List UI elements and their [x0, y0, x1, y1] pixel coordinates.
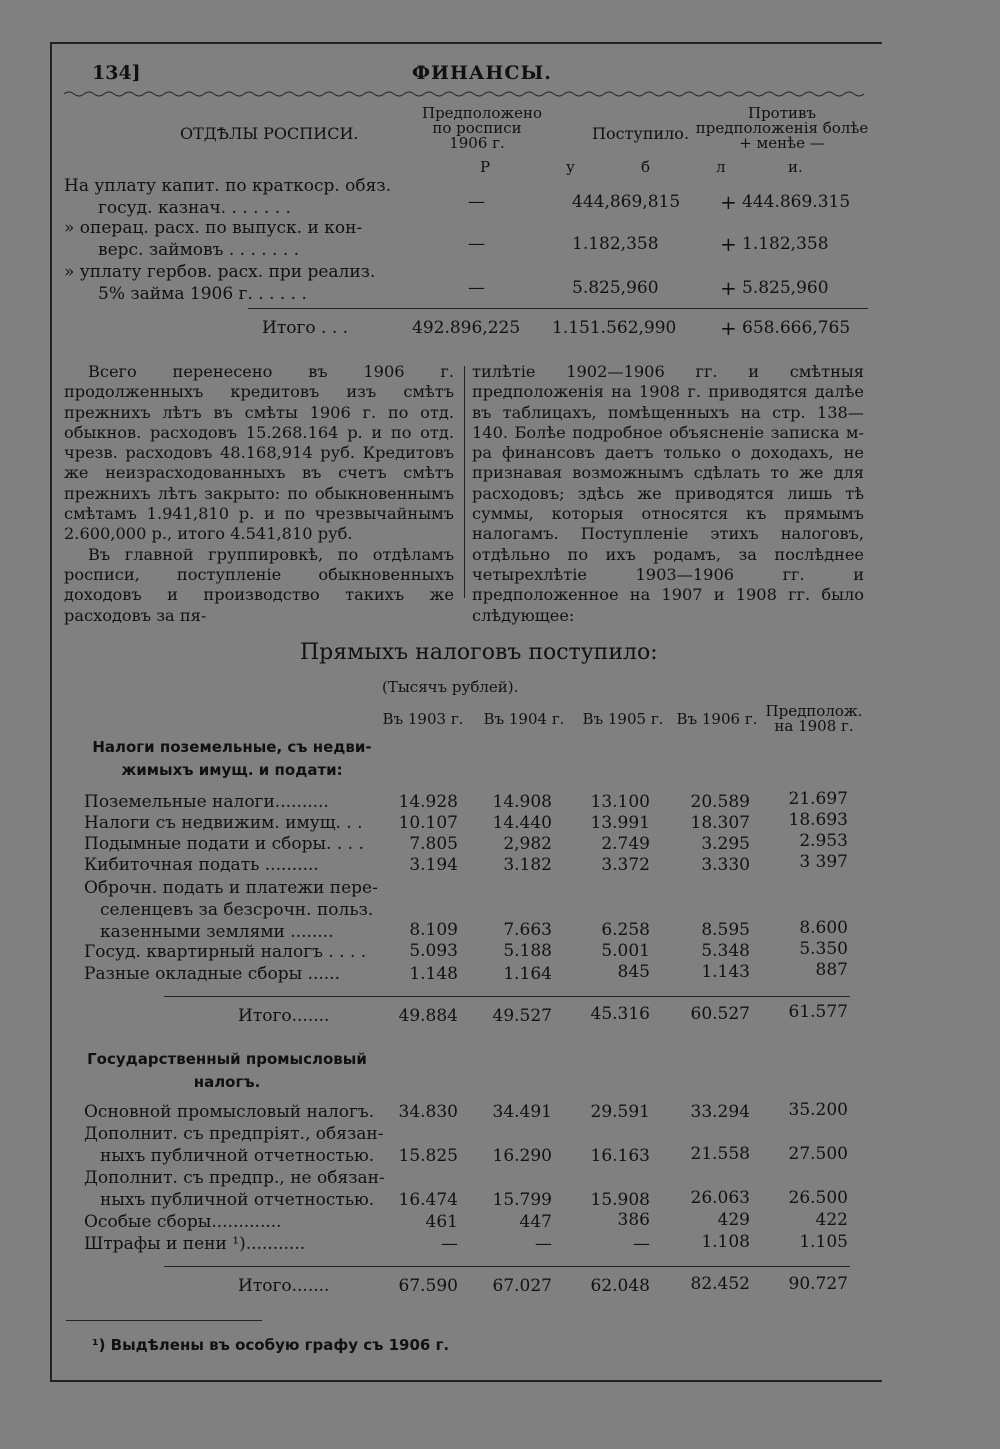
table2-row-label: Особые сборы.............	[84, 1212, 282, 1232]
table2-cell: 7.805	[409, 834, 458, 854]
table1-cell: 444,869,815	[572, 192, 681, 212]
table2-cell: 429	[717, 1210, 750, 1230]
table2-cell: 1.143	[701, 962, 750, 982]
book-page	[50, 42, 882, 1382]
table2-row-label: ныхъ публичной отчетностью.	[100, 1146, 375, 1166]
table2-cell: 3.330	[701, 855, 750, 875]
table2-cell: 7.663	[503, 920, 552, 940]
table1-row-label: » уплату гербов. расх. при реализ.	[64, 262, 376, 282]
table2-section-title: Налоги поземельные, съ недви- жимыхъ имущ. и подати:	[92, 738, 372, 779]
paragraph: Въ главной группировкѣ, по отдѣламъ росписи, поступленіе обыкновенныхъ доходовъ и производство такихъ же расходовъ за пя-	[64, 544, 454, 625]
text-column-left	[64, 362, 454, 626]
table2-col-header: Предполож. на 1908 г.	[765, 702, 863, 735]
table2-row-label: селенцевъ за безсрочн. польз.	[100, 900, 374, 920]
table2-row-label: Кибиточная подать ..........	[84, 855, 319, 875]
table2-total-cell: 67.027	[492, 1276, 552, 1296]
table2-cell: 13.100	[590, 792, 650, 812]
table2-cell: 3 397	[799, 852, 848, 872]
table2-cell: 15.908	[590, 1190, 650, 1210]
table2-cell: 14.440	[492, 813, 552, 833]
table2-subtitle: (Тысячъ рублей).	[382, 678, 519, 696]
table2-col-header: Въ 1905 г.	[582, 710, 664, 728]
table1-cell: —	[468, 234, 485, 254]
table2-row-label: казенными землями ........	[100, 922, 334, 942]
table1-cell: 444.869.315	[742, 192, 851, 212]
table2-cell: 5.188	[503, 941, 552, 961]
table2-col-header: Въ 1903 г.	[382, 710, 464, 728]
table2-cell: 845	[617, 962, 650, 982]
table2-cell: 6.258	[601, 920, 650, 940]
table2-total-cell: 60.527	[690, 1004, 750, 1024]
table1-header-received: Поступило.	[592, 124, 690, 143]
table1-total-label: Итого . . .	[262, 318, 349, 338]
table1-cell: 5.825,960	[742, 278, 829, 298]
table2-cell: 2.953	[799, 831, 848, 851]
table2-cell: 14.928	[398, 792, 458, 812]
table2-row-label: Налоги съ недвижим. имущ. . .	[84, 813, 363, 833]
table1-total-cell: 658.666,765	[742, 318, 851, 338]
wavy-rule	[64, 90, 870, 98]
table1-total-cell: 492.896,225	[412, 318, 521, 338]
table1-cell: —	[468, 278, 485, 298]
table1-cell: 1.182,358	[572, 234, 659, 254]
table1-cell: 5.825,960	[572, 278, 659, 298]
table2-total-cell: 61.577	[788, 1002, 848, 1022]
table2-cell: 5.001	[601, 941, 650, 961]
table2-cell: 14.908	[492, 792, 552, 812]
table1-total-cell: 1.151.562,990	[552, 318, 677, 338]
table1-cell: +	[720, 232, 737, 256]
table2-row-label: Основной промысловый налогъ.	[84, 1102, 375, 1122]
table2-total-cell: 49.884	[398, 1006, 458, 1026]
table2-cell: 5.348	[701, 941, 750, 961]
page-number: 134]	[92, 62, 141, 84]
table2-cell: 422	[815, 1210, 848, 1230]
table1-row-label: » операц. расх. по выпуск. и кон-	[64, 218, 363, 238]
table2-row-label: Оброчн. подать и платежи пере-	[84, 878, 378, 898]
table2-cell: 29.591	[590, 1102, 650, 1122]
table1-cell: +	[720, 276, 737, 300]
table2-cell: 26.063	[690, 1188, 750, 1208]
table2-cell: 8.595	[701, 920, 750, 940]
table2-cell: 3.372	[601, 855, 650, 875]
table2-cell: 34.830	[398, 1102, 458, 1122]
table2-cell: 8.109	[409, 920, 458, 940]
table2-cell: 1.108	[701, 1232, 750, 1252]
table2-row-label: Госуд. квартирный налогъ . . . .	[84, 942, 367, 962]
footnote-rule	[66, 1320, 262, 1321]
table2-total-label: Итого.......	[238, 1276, 330, 1296]
table1-row-label: 5% займа 1906 г. . . . . .	[98, 284, 307, 304]
table1-header-diff: Противъ предположенія болѣе + менѣе —	[695, 104, 869, 152]
table2-cell: 18.307	[690, 813, 750, 833]
table2-cell: 18.693	[788, 810, 848, 830]
table2-total-cell: 62.048	[590, 1276, 650, 1296]
table2-cell: 16.163	[590, 1146, 650, 1166]
unit-letter: л	[716, 158, 726, 176]
unit-letter: б	[641, 158, 651, 176]
table2-cell: 2.749	[601, 834, 650, 854]
unit-letter: Р	[480, 158, 491, 176]
table2-cell: 1.148	[409, 964, 458, 984]
table1-row-label: На уплату капит. по краткоср. обяз.	[64, 176, 392, 196]
table2-cell: 35.200	[788, 1100, 848, 1120]
table2-row-label: Дополнит. съ предпріят., обязан-	[84, 1124, 384, 1144]
table2-row-label: Подымные подати и сборы. . . .	[84, 834, 364, 854]
table2-total-cell: 49.527	[492, 1006, 552, 1026]
table1-cell: —	[468, 192, 485, 212]
table2-cell: 21.558	[690, 1144, 750, 1164]
table1-row-label: госуд. казнач. . . . . . .	[98, 198, 291, 218]
table2-cell: 15.799	[492, 1190, 552, 1210]
table1-header-assumed: Предположено по росписи 1906 г.	[422, 104, 543, 152]
table2-cell: 34.491	[492, 1102, 552, 1122]
table2-cell: 26.500	[788, 1188, 848, 1208]
page-title: ФИНАНСЫ.	[412, 62, 552, 84]
table2-cell: 16.290	[492, 1146, 552, 1166]
text-column-right	[472, 362, 864, 626]
table2-cell: 3.295	[701, 834, 750, 854]
section-total-rule	[164, 1266, 850, 1267]
table2-col-header: Въ 1906 г.	[676, 710, 758, 728]
table1-header-sections: ОТДѢЛЫ РОСПИСИ.	[180, 124, 359, 143]
table2-cell: 887	[815, 960, 848, 980]
unit-letter: и.	[788, 158, 803, 176]
table2-cell: 27.500	[788, 1144, 848, 1164]
table1-row-label: верс. займовъ . . . . . . .	[98, 240, 300, 260]
table2-total-label: Итого.......	[238, 1006, 330, 1026]
table2-cell: 3.182	[503, 855, 552, 875]
table2-cell: 447	[519, 1212, 552, 1232]
table1-total-cell: +	[720, 316, 737, 340]
footnote: ¹) Выдѣлены въ особую графу съ 1906 г.	[92, 1336, 450, 1354]
table2-cell: 1.105	[799, 1232, 848, 1252]
table2-cell: 3.194	[409, 855, 458, 875]
table2-cell: —	[535, 1234, 552, 1254]
table2-total-cell: 67.590	[398, 1276, 458, 1296]
table2-row-label: Разные окладные сборы ......	[84, 964, 340, 984]
paragraph: Всего перенесено въ 1906 г. продолженныхъ кредитовъ изъ смѣтъ прежнихъ лѣтъ въ смѣты 1906 г. по отд. обыкнов. расходовъ 15.268.164 р. и по отд. чрезв. расходовъ 48.168,914 руб. Кредитовъ же неизрасходованныхъ въ счетъ смѣтъ прежнихъ лѣтъ закрыто: по обыкновеннымъ смѣтамъ 1.941,810 р. и по чрезвычайнымъ 2.600,000 р., итого 4.541,810 руб.	[64, 362, 454, 544]
table2-title: Прямыхъ налоговъ поступило:	[300, 640, 658, 665]
table2-cell: —	[633, 1234, 650, 1254]
table2-row-label: Дополнит. съ предпр., не обязан-	[84, 1168, 385, 1188]
table2-cell: 13.991	[590, 813, 650, 833]
table2-cell: 8.600	[799, 918, 848, 938]
section-total-rule	[164, 996, 850, 997]
table2-cell: 20.589	[690, 792, 750, 812]
table2-col-header: Въ 1904 г.	[483, 710, 565, 728]
table2-cell: 1.164	[503, 964, 552, 984]
table2-cell: 16.474	[398, 1190, 458, 1210]
table2-cell: 33.294	[690, 1102, 750, 1122]
table2-total-cell: 90.727	[788, 1274, 848, 1294]
table2-cell: 386	[617, 1210, 650, 1230]
table2-section-title: Государственный промысловый налогъ.	[87, 1050, 367, 1091]
table1-total-rule	[248, 308, 868, 309]
table2-total-cell: 45.316	[590, 1004, 650, 1024]
table2-row-label: Штрафы и пени ¹)...........	[84, 1234, 306, 1254]
table1-cell: +	[720, 190, 737, 214]
column-divider	[464, 366, 465, 598]
table2-cell: 15.825	[398, 1146, 458, 1166]
table2-total-cell: 82.452	[690, 1274, 750, 1294]
table2-cell: 5.350	[799, 939, 848, 959]
table2-cell: 21.697	[788, 789, 848, 809]
table2-cell: 10.107	[398, 813, 458, 833]
table2-cell: 5.093	[409, 941, 458, 961]
table2-cell: —	[441, 1234, 458, 1254]
table2-row-label: ныхъ публичной отчетностью.	[100, 1190, 375, 1210]
unit-letter: у	[566, 158, 575, 176]
paragraph: тилѣтіе 1902—1906 гг. и смѣтныя предположенія на 1908 г. приводятся далѣе въ таблицахъ, помѣщенныхъ на стр. 138—140. Болѣе подробное объясненіе записка м-ра финансовъ даетъ только о доходахъ, не признавая возможнымъ сдѣлать то же для расходовъ; здѣсь же приводятся лишь тѣ суммы, которыя относятся къ прямымъ налогамъ. Поступленіе этихъ налоговъ, отдѣльно по ихъ родамъ, за послѣднее четырехлѣтіе 1903—1906 гг. и предположенное на 1907 и 1908 гг. было слѣдующее:	[472, 362, 864, 625]
table2-cell: 2,982	[503, 834, 552, 854]
table2-cell: 461	[425, 1212, 458, 1232]
table2-row-label: Поземельные налоги..........	[84, 792, 329, 812]
table1-cell: 1.182,358	[742, 234, 829, 254]
